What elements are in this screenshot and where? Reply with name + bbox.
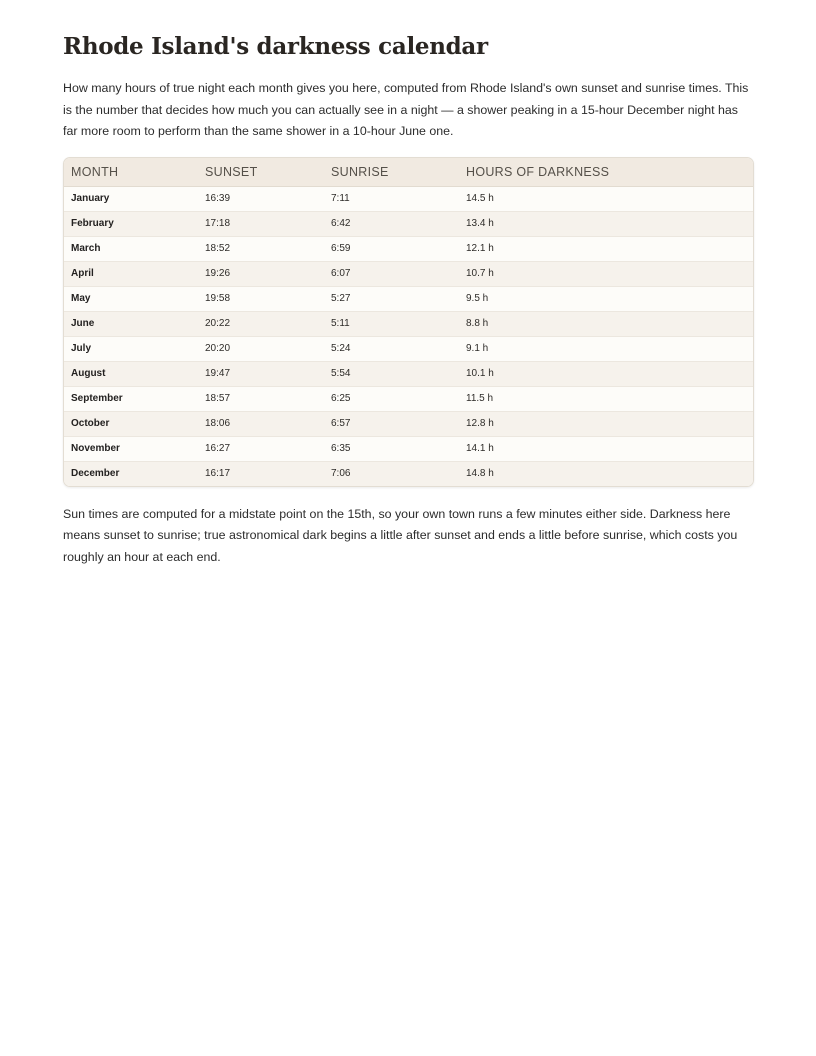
table-row	[64, 286, 753, 311]
sunrise-cell: 5:24	[324, 336, 459, 361]
darkness-cell: 10.7 h	[459, 261, 753, 286]
sunset-cell: 18:06	[198, 411, 324, 436]
darkness-cell: 9.5 h	[459, 286, 753, 311]
sunrise-cell: 5:54	[324, 361, 459, 386]
sunrise-cell: 6:07	[324, 261, 459, 286]
sunset-cell: 19:47	[198, 361, 324, 386]
sunset-cell: 16:27	[198, 436, 324, 461]
darkness-cell: 9.1 h	[459, 336, 753, 361]
month-cell: January	[71, 193, 110, 204]
darkness-cell: 8.8 h	[459, 311, 753, 336]
header-sunset: SUNSET	[198, 158, 324, 187]
month-cell: December	[64, 461, 198, 486]
sunrise-cell: 7:06	[324, 461, 459, 486]
month-cell: July	[64, 336, 198, 361]
sunset-cell: 17:18	[198, 211, 324, 236]
sunset-cell: 19:26	[198, 261, 324, 286]
darkness-cell: 14.8 h	[459, 461, 753, 486]
darkness-table	[63, 157, 754, 487]
sunrise-cell: 6:25	[324, 386, 459, 411]
darkness-cell: 12.1 h	[459, 236, 753, 261]
intro-paragraph: How many hours of true night each month gives you here, computed from Rhode Island's own sunset and sunrise times. This is the number that decides how much you can actually see in a night — a shower peaking in a 15-hour December night has far more room to perform than the same shower in a 10-hour June one.	[63, 81, 749, 138]
month-cell: April	[64, 261, 198, 286]
month-cell: November	[64, 436, 198, 461]
sunrise-cell: 5:11	[324, 311, 459, 336]
table-row	[64, 461, 753, 486]
footnote-paragraph: Sun times are computed for a midstate point on the 15th, so your own town runs a few minutes either side. Darkness here means sunset to sunrise; true astronomical dark begins a little after sunset and ends a little before sunrise, which costs you roughly an hour at each end.	[63, 506, 738, 564]
month-cell: August	[64, 361, 198, 386]
table-row	[64, 261, 753, 286]
sunset-cell: 20:22	[198, 311, 324, 336]
header-month: MONTH	[64, 158, 198, 187]
header-sunrise: SUNRISE	[324, 158, 459, 187]
darkness-cell: 12.8 h	[459, 411, 753, 436]
month-cell: June	[64, 311, 198, 336]
month-cell: February	[64, 211, 198, 236]
sunrise-cell: 6:57	[324, 411, 459, 436]
month-cell: October	[64, 411, 198, 436]
darkness-cell: 14.1 h	[459, 436, 753, 461]
darkness-cell: 11.5 h	[459, 386, 753, 411]
month-cell: May	[64, 286, 198, 311]
table-row	[64, 236, 753, 261]
page-title: Rhode Island's darkness calendar	[63, 33, 488, 60]
table-row	[64, 411, 753, 436]
sunset-cell: 16:17	[198, 461, 324, 486]
sunrise-cell: 7:11	[331, 193, 350, 204]
sunrise-cell: 6:59	[324, 236, 459, 261]
sunrise-cell: 6:35	[324, 436, 459, 461]
article	[63, 30, 754, 568]
table-row	[64, 311, 753, 336]
sunset-cell: 18:57	[198, 386, 324, 411]
table-row	[64, 386, 753, 411]
sunset-cell: 16:39	[205, 193, 231, 204]
sunset-cell: 19:58	[198, 286, 324, 311]
sunset-cell: 18:52	[198, 236, 324, 261]
darkness-cell: 14.5 h	[466, 193, 494, 204]
table-row	[64, 336, 753, 361]
sunrise-cell: 6:42	[324, 211, 459, 236]
darkness-cell: 13.4 h	[459, 211, 753, 236]
header-hours-of-darkness: HOURS OF DARKNESS	[459, 158, 753, 187]
table-row	[64, 211, 753, 236]
table-header-row	[64, 158, 753, 187]
month-cell: March	[64, 236, 198, 261]
sunrise-cell: 5:27	[324, 286, 459, 311]
table-row	[64, 186, 753, 211]
sunset-cell: 20:20	[198, 336, 324, 361]
table-row	[64, 436, 753, 461]
darkness-cell: 10.1 h	[459, 361, 753, 386]
month-cell: September	[64, 386, 198, 411]
table-row	[64, 361, 753, 386]
